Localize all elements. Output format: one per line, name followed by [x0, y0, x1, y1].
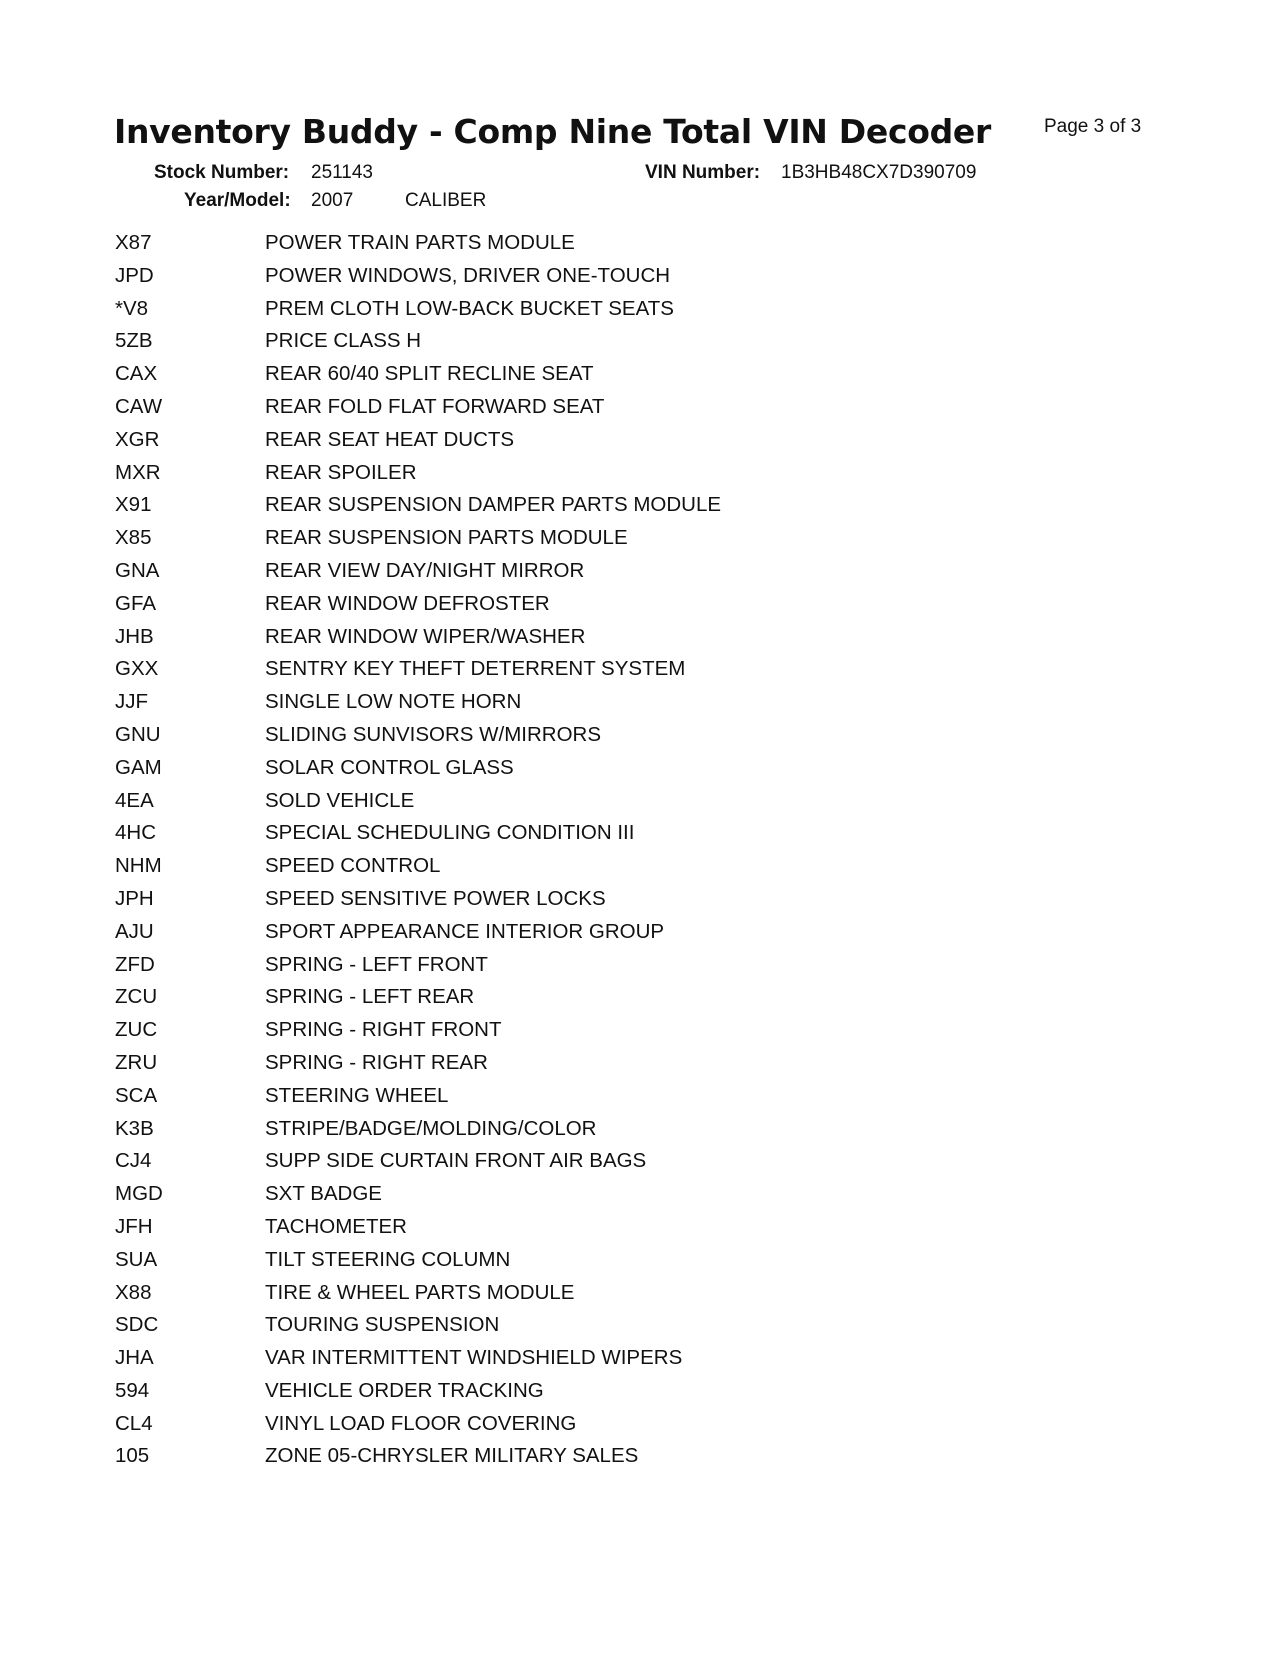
option-code: JJF: [115, 690, 149, 714]
option-row: [115, 981, 721, 1014]
model-value: CALIBER: [405, 190, 487, 211]
option-description: ZONE 05-CHRYSLER MILITARY SALES: [265, 1444, 639, 1468]
option-code: GNA: [115, 558, 160, 582]
option-description: REAR SUSPENSION DAMPER PARTS MODULE: [265, 493, 722, 517]
option-code: X91: [115, 493, 152, 517]
option-code: MGD: [115, 1182, 163, 1206]
option-row: [115, 325, 721, 358]
option-description: REAR SEAT HEAT DUCTS: [265, 427, 515, 451]
option-row: [115, 227, 721, 260]
option-description: PRICE CLASS H: [265, 329, 422, 353]
option-row: [115, 1047, 721, 1080]
option-code: X85: [115, 526, 152, 550]
option-description: SPEED CONTROL: [265, 854, 441, 878]
option-code: AJU: [115, 919, 154, 943]
option-row: [115, 883, 721, 916]
option-code: 4EA: [115, 788, 154, 812]
option-description: SXT BADGE: [265, 1182, 382, 1206]
option-row: [115, 1309, 721, 1342]
option-description: REAR WINDOW DEFROSTER: [265, 591, 550, 615]
option-row: [115, 1408, 721, 1441]
option-code: 594: [115, 1378, 150, 1402]
option-row: [115, 1014, 721, 1047]
option-description: SLIDING SUNVISORS W/MIRRORS: [265, 722, 602, 746]
option-description: TACHOMETER: [265, 1214, 407, 1238]
option-description: SENTRY KEY THEFT DETERRENT SYSTEM: [265, 657, 686, 681]
option-row: [115, 686, 721, 719]
option-code: JPH: [115, 886, 154, 910]
option-code: GFA: [115, 591, 157, 615]
option-row: [115, 817, 721, 850]
option-description: SUPP SIDE CURTAIN FRONT AIR BAGS: [265, 1149, 647, 1173]
option-description: PREM CLOTH LOW-BACK BUCKET SEATS: [265, 296, 674, 320]
option-description: SPRING - RIGHT REAR: [265, 1050, 488, 1074]
option-row: [115, 588, 721, 621]
option-code: 105: [115, 1444, 150, 1468]
option-row: [115, 850, 721, 883]
option-row: [115, 391, 721, 424]
option-description: POWER TRAIN PARTS MODULE: [265, 231, 575, 254]
option-code: CAW: [115, 394, 163, 418]
option-description: REAR SUSPENSION PARTS MODULE: [265, 526, 628, 550]
option-description: VEHICLE ORDER TRACKING: [265, 1378, 544, 1402]
option-code: SCA: [115, 1083, 158, 1107]
option-row: [115, 1080, 721, 1113]
option-code: MXR: [115, 460, 161, 484]
option-code: X88: [115, 1280, 152, 1304]
option-code: ZRU: [115, 1050, 158, 1074]
option-code: CL4: [115, 1411, 153, 1435]
option-description: VINYL LOAD FLOOR COVERING: [265, 1411, 577, 1435]
option-code: 5ZB: [115, 329, 153, 353]
option-description: TIRE & WHEEL PARTS MODULE: [265, 1280, 575, 1304]
option-row: [115, 1342, 721, 1375]
option-row: [115, 457, 721, 490]
option-description: SOLD VEHICLE: [265, 788, 415, 812]
option-row: [115, 752, 721, 785]
option-code: SUA: [115, 1247, 158, 1271]
option-description: REAR VIEW DAY/NIGHT MIRROR: [265, 558, 585, 582]
option-description: VAR INTERMITTENT WINDSHIELD WIPERS: [265, 1346, 683, 1370]
option-row: [115, 1440, 721, 1473]
option-code: ZUC: [115, 1018, 158, 1042]
option-row: [115, 358, 721, 391]
option-description: REAR 60/40 SPLIT RECLINE SEAT: [265, 362, 594, 386]
option-code: GAM: [115, 755, 162, 779]
vin-number-value: 1B3HB48CX7D390709: [781, 162, 977, 183]
option-row: [115, 424, 721, 457]
year-value: 2007: [311, 190, 354, 211]
option-code: JHB: [115, 624, 154, 648]
option-row: [115, 260, 721, 293]
vin-number-label: VIN Number:: [645, 162, 761, 183]
option-code: 4HC: [115, 821, 157, 845]
option-description: POWER WINDOWS, DRIVER ONE-TOUCH: [265, 263, 671, 287]
option-code: X87: [115, 231, 152, 254]
option-row: [115, 1145, 721, 1178]
option-row: [115, 293, 721, 326]
option-code-list: [115, 227, 721, 1473]
option-row: [115, 489, 721, 522]
option-code: NHM: [115, 854, 162, 878]
year-model-label: Year/Model:: [184, 190, 291, 211]
option-row: [115, 719, 721, 752]
option-code: GXX: [115, 657, 159, 681]
option-description: SPEED SENSITIVE POWER LOCKS: [265, 886, 606, 910]
option-description: SOLAR CONTROL GLASS: [265, 755, 514, 779]
option-row: [115, 1375, 721, 1408]
stock-number-label: Stock Number:: [154, 162, 290, 183]
option-code: GNU: [115, 722, 161, 746]
option-description: REAR SPOILER: [265, 460, 417, 484]
option-row: [115, 621, 721, 654]
option-code: CAX: [115, 362, 158, 386]
option-description: SPRING - RIGHT FRONT: [265, 1018, 502, 1042]
option-code: JHA: [115, 1346, 154, 1370]
option-code: K3B: [115, 1116, 154, 1140]
option-description: TILT STEERING COLUMN: [265, 1247, 511, 1271]
option-code: ZCU: [115, 985, 158, 1009]
option-row: [115, 653, 721, 686]
stock-number-value: 251143: [311, 162, 373, 183]
option-row: [115, 916, 721, 949]
option-description: TOURING SUSPENSION: [265, 1313, 500, 1337]
option-description: SINGLE LOW NOTE HORN: [265, 690, 522, 714]
option-description: SPRING - LEFT REAR: [265, 985, 475, 1009]
option-row: [115, 1178, 721, 1211]
option-code: JPD: [115, 263, 154, 287]
option-code: *V8: [115, 296, 149, 320]
option-description: SPORT APPEARANCE INTERIOR GROUP: [265, 919, 665, 943]
option-description: STEERING WHEEL: [265, 1083, 449, 1107]
option-row: [115, 555, 721, 588]
option-description: SPECIAL SCHEDULING CONDITION III: [265, 821, 635, 845]
option-code: CJ4: [115, 1149, 152, 1173]
option-row: [115, 1277, 721, 1310]
option-description: STRIPE/BADGE/MOLDING/COLOR: [265, 1116, 597, 1140]
option-row: [115, 949, 721, 982]
page-number: Page 3 of 3: [1044, 116, 1142, 137]
document-title: Inventory Buddy - Comp Nine Total VIN Decoder: [114, 112, 991, 151]
option-row: [115, 1113, 721, 1146]
option-row: [115, 1244, 721, 1277]
option-code: XGR: [115, 427, 160, 451]
option-description: SPRING - LEFT FRONT: [265, 952, 488, 976]
option-code: JFH: [115, 1214, 153, 1238]
option-row: [115, 1211, 721, 1244]
option-code: ZFD: [115, 952, 155, 976]
option-description: REAR FOLD FLAT FORWARD SEAT: [265, 394, 605, 418]
option-description: REAR WINDOW WIPER/WASHER: [265, 624, 586, 648]
option-row: [115, 522, 721, 555]
option-row: [115, 785, 721, 818]
option-code: SDC: [115, 1313, 159, 1337]
